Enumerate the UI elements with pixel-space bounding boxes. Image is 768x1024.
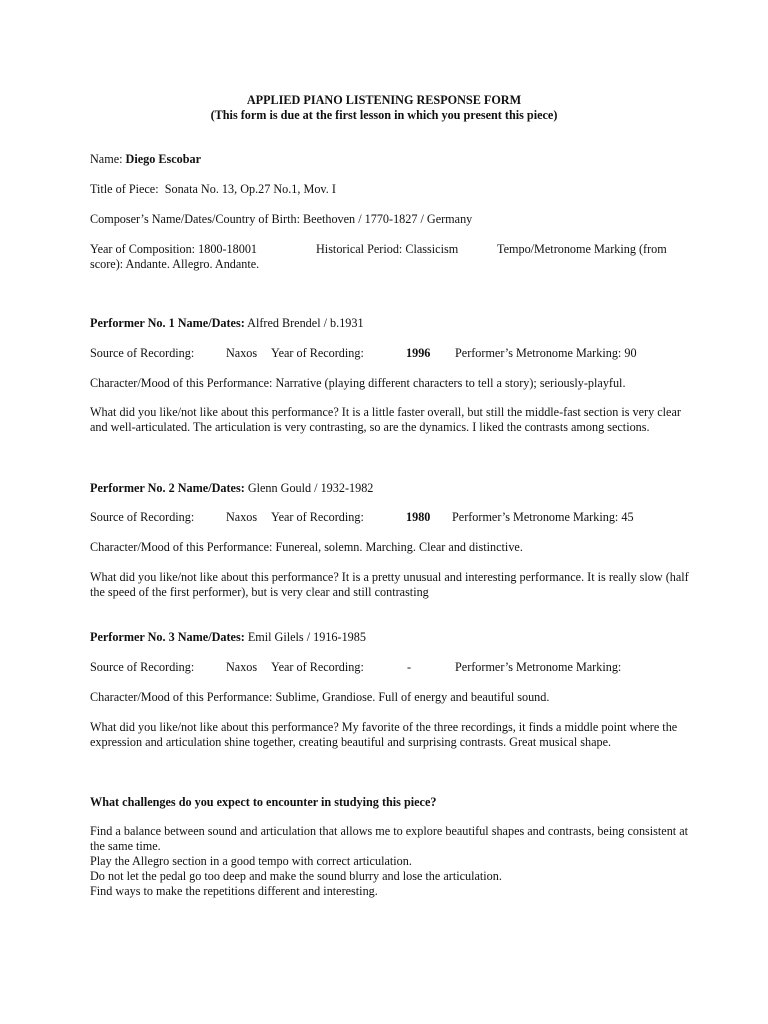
performer-1-rec-year-label: Year of Recording: [271,346,364,360]
performer-1-name: Alfred Brendel / b.1931 [247,316,364,330]
performer-1-heading-row [90,316,364,331]
performer-1-source-value: Naxos [226,346,258,360]
performer-1-character: Character/Mood of this Performance: Narrative (playing different characters to tell a story); seriously-playful. [90,376,626,390]
performer-2-rec-year-value: 1980 [406,510,431,524]
tempo-marking-value: score): Andante. Allegro. Andante. [90,257,260,271]
form-title: APPLIED PIANO LISTENING RESPONSE FORM [246,93,522,107]
performer-2-heading-row [90,481,373,496]
performer-2-metronome-label: Performer’s Metronome Marking: [452,510,619,524]
name-value: Diego Escobar [125,152,202,166]
performer-3-character: Character/Mood of this Performance: Sublime, Grandiose. Full of energy and beautiful sound. [90,690,550,704]
performer-1-metronome-label: Performer’s Metronome Marking: [455,346,622,360]
performer-3-rec-year-label: Year of Recording: [271,660,364,674]
tempo-marking-label: Tempo/Metronome Marking (from [497,242,667,256]
year-of-composition-value: 1800-18001 [198,242,258,256]
challenges-answer-3: Do not let the pedal go too deep and make the sound blurry and lose the articulation. [90,869,502,883]
composer-row [90,212,472,227]
performer-3-source-value: Naxos [226,660,258,674]
performer-3-metronome-label: Performer’s Metronome Marking: [455,660,622,674]
title-of-piece-value: Sonata No. 13, Op.27 No.1, Mov. I [164,182,336,196]
performer-3-liked: What did you like/not like about this performance? My favorite of the three recordings, it finds a middle point where the expression and articulation shine together, creating beautiful and surprising contrasts. Great musical shape. [90,720,678,749]
performer-2-metronome-value: 45 [621,510,634,524]
performer-3-rec-year-value: - [407,660,412,674]
performer-3-name: Emil Gilels / 1916-1985 [247,630,366,644]
title-of-piece-row [90,182,336,197]
name-row [90,152,201,167]
performer-1-rec-year-value: 1996 [406,346,431,360]
name-label: Name: [90,152,123,166]
challenges-answer-4: Find ways to make the repetitions different and interesting. [90,884,378,898]
performer-2-liked: What did you like/not like about this performance? It is a pretty unusual and interesting performance. It is really slow (half the speed of the first performer), but is very clear and still contrasting [90,570,689,599]
performer-2-rec-year-label: Year of Recording: [271,510,364,524]
challenges-question: What challenges do you expect to encounter in studying this piece? [90,795,437,809]
performer-2-metronome [452,510,634,525]
challenges-answer-1: Find a balance between sound and articulation that allows me to explore beautiful shapes and contrasts, being consistent at the same time. [90,824,689,853]
historical-period-label: Historical Period: [316,242,403,256]
performer-2-source-label: Source of Recording: [90,510,195,524]
performer-1-metronome [455,346,637,361]
performer-3-heading-row [90,630,366,645]
historical-period [316,242,458,257]
composer-label: Composer’s Name/Dates/Country of Birth: [90,212,300,226]
performer-2-heading: Performer No. 2 Name/Dates: [90,481,245,495]
performer-1-metronome-value: 90 [624,346,637,360]
challenges-answer-2: Play the Allegro section in a good tempo with correct articulation. [90,854,412,868]
performer-1-liked: What did you like/not like about this performance? It is a little faster overall, but still the middle-fast section is very clear and well-articulated. The articulation is very contrasting, so are the dynamics. I liked the contrasts among sections. [90,405,681,434]
performer-2-source-value: Naxos [226,510,258,524]
performer-3-metronome [455,660,621,675]
performer-1-source-label: Source of Recording: [90,346,195,360]
historical-period-value: Classicism [405,242,459,256]
performer-1-heading: Performer No. 1 Name/Dates: [90,316,245,330]
year-of-composition [90,242,257,257]
title-of-piece-label: Title of Piece: [90,182,159,196]
form-subtitle: (This form is due at the first lesson in which you present this piece) [210,108,558,122]
performer-3-source-label: Source of Recording: [90,660,195,674]
performer-2-character: Character/Mood of this Performance: Funereal, solemn. Marching. Clear and distinctive. [90,540,523,554]
performer-2-name: Glenn Gould / 1932-1982 [247,481,374,495]
composer-value: Beethoven / 1770-1827 / Germany [303,212,473,226]
performer-3-heading: Performer No. 3 Name/Dates: [90,630,245,644]
year-of-composition-label: Year of Composition: [90,242,196,256]
